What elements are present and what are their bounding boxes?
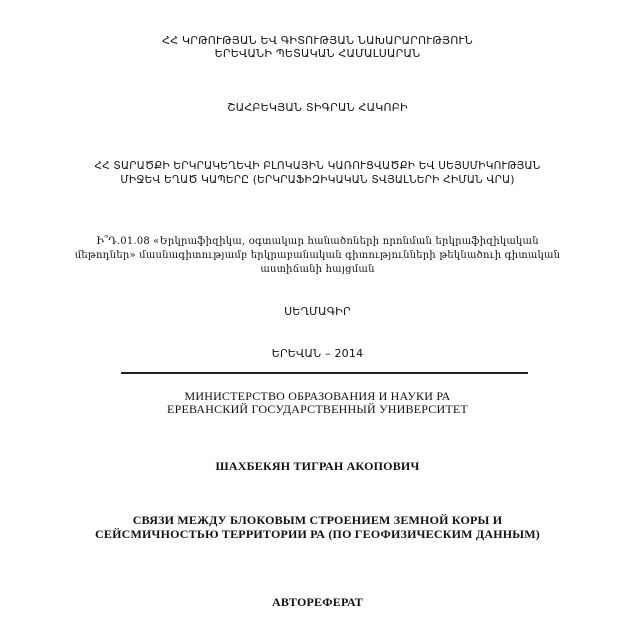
russian-author-name: ШАХБЕКЯН ТИГРАН АКОПОВИЧ — [215, 459, 420, 473]
russian-ministry-heading: МИНИСТЕРСТВО ОБРАЗОВАНИЯ И НАУКИ РА — [184, 389, 451, 403]
armenian-city-year: ԵՐԵՎԱՆ – 2014 — [271, 347, 364, 360]
armenian-university-heading: ԵՐԵՎԱՆԻ ՊԵՏԱԿԱՆ ՀԱՄԱԼՍԱՐԱՆ — [214, 47, 421, 60]
armenian-title-line-2: ՄԻՋԵՎ ԵՂԱԾ ԿԱՊԵՐԸ (ԵՐԿՐԱՖԻԶԻԿԱԿԱՆ ՏՎՅԱԼՆԵՐԻ ՀԻՄԱՆ ՎՐԱ) — [120, 174, 515, 186]
section-divider — [121, 372, 528, 374]
russian-university-heading: ЕРЕВАНСКИЙ ГОСУДАРСТВЕННЫЙ УНИВЕРСИТЕТ — [167, 402, 468, 416]
armenian-title-line-1: ՀՀ ՏԱՐԱԾՔԻ ԵՐԿՐԱԿԵՂԵՎԻ ԲԼՈԿԱՅԻՆ ԿԱՌՈՒՑՎԱԾՔԻ ԵՎ ՍԵՅՍՄԻԿՈՒԹՅԱՆ — [94, 160, 541, 172]
armenian-specialty-line-2: մեթոդներ» մասնագիտությամբ երկրաբանական գիտությունների թեկնածուի գիտական — [74, 250, 561, 261]
russian-title-line-1: СВЯЗИ МЕЖДУ БЛОКОВЫМ СТРОЕНИЕМ ЗЕМНОЙ КОРЫ И — [132, 513, 503, 527]
armenian-specialty-line-1: Ի՞Դ.01.08 «Երկրաֆիզիկա, օգտակար հանածոների որոնման երկրաֆիզիկական — [96, 236, 539, 247]
armenian-author-name: ՇԱՀԲԵԿՅԱՆ ՏԻԳՐԱՆ ՀԱԿՈԲԻ — [227, 101, 408, 114]
armenian-specialty-line-3: աստիճանի հայցման — [260, 264, 375, 275]
armenian-document-type: ՍԵՂՄԱԳԻՐ — [284, 305, 351, 318]
russian-title-line-2: СЕЙСМИЧНОСТЬЮ ТЕРРИТОРИИ РА (ПО ГЕОФИЗИЧЕСКИМ ДАННЫМ) — [95, 527, 540, 541]
armenian-ministry-heading: ՀՀ ԿՐԹՈՒԹՅԱՆ ԵՎ ԳԻՏՈՒԹՅԱՆ ՆԱԽԱՐԱՐՈՒԹՅՈՒՆ — [162, 34, 473, 47]
russian-document-type: АВТОРЕФЕРАТ — [272, 595, 363, 609]
